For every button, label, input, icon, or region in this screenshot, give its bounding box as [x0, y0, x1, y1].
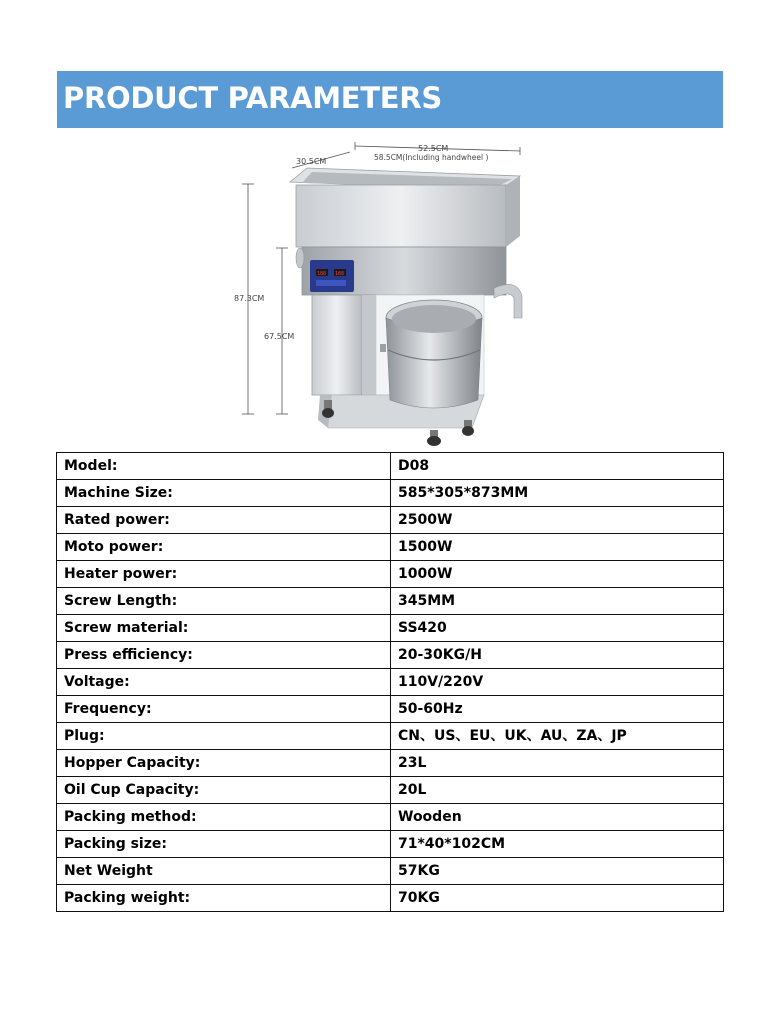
param-value: 110V/220V — [391, 669, 724, 696]
parameters-table — [56, 452, 724, 912]
param-value: 20L — [391, 777, 724, 804]
table-row — [57, 696, 724, 723]
table-row — [57, 453, 724, 480]
param-value: 71*40*102CM — [391, 831, 724, 858]
param-label: Model: — [57, 453, 391, 480]
param-value: CN、US、EU、UK、AU、ZA、JP — [391, 723, 724, 750]
param-label: Hopper Capacity: — [57, 750, 391, 777]
table-row — [57, 858, 724, 885]
svg-text:188: 188 — [317, 271, 327, 277]
dim-width-handwheel-label: 58.5CM(Including handwheel ) — [374, 153, 489, 162]
param-label: Voltage: — [57, 669, 391, 696]
hopper — [290, 168, 520, 247]
param-value: 23L — [391, 750, 724, 777]
svg-text:188: 188 — [335, 271, 345, 277]
dim-height-total-label: 87.3CM — [234, 294, 265, 303]
table-row — [57, 777, 724, 804]
dim-height-outlet-label: 67.5CM — [264, 332, 295, 341]
dim-depth-label: 30.5CM — [296, 157, 327, 166]
param-value: SS420 — [391, 615, 724, 642]
param-value: D08 — [391, 453, 724, 480]
machine-figure — [232, 138, 532, 450]
param-label: Screw material: — [57, 615, 391, 642]
param-label: Moto power: — [57, 534, 391, 561]
param-label: Plug: — [57, 723, 391, 750]
table-row — [57, 480, 724, 507]
table-row — [57, 588, 724, 615]
table-row — [57, 561, 724, 588]
param-value: Wooden — [391, 804, 724, 831]
table-row — [57, 507, 724, 534]
table-row — [57, 831, 724, 858]
param-value: 345MM — [391, 588, 724, 615]
param-label: Press efficiency: — [57, 642, 391, 669]
param-label: Rated power: — [57, 507, 391, 534]
table-row — [57, 723, 724, 750]
param-label: Net Weight — [57, 858, 391, 885]
param-label: Machine Size: — [57, 480, 391, 507]
page-title: PRODUCT PARAMETERS — [63, 81, 442, 115]
table-row — [57, 885, 724, 912]
param-label: Screw Length: — [57, 588, 391, 615]
param-value: 1500W — [391, 534, 724, 561]
table-row — [57, 750, 724, 777]
param-label: Packing weight: — [57, 885, 391, 912]
param-value: 585*305*873MM — [391, 480, 724, 507]
param-value: 57KG — [391, 858, 724, 885]
table-row — [57, 669, 724, 696]
param-value: 70KG — [391, 885, 724, 912]
dim-width-label: 52.5CM — [418, 144, 449, 153]
table-row — [57, 615, 724, 642]
table-row — [57, 534, 724, 561]
param-label: Frequency: — [57, 696, 391, 723]
header-banner — [57, 71, 723, 128]
param-value: 20-30KG/H — [391, 642, 724, 669]
param-value: 1000W — [391, 561, 724, 588]
oil-press-machine-image — [232, 138, 532, 450]
param-label: Packing method: — [57, 804, 391, 831]
table-row — [57, 804, 724, 831]
oil-bucket — [380, 300, 482, 408]
param-label: Oil Cup Capacity: — [57, 777, 391, 804]
param-value: 50-60Hz — [391, 696, 724, 723]
param-value: 2500W — [391, 507, 724, 534]
table-row — [57, 642, 724, 669]
param-label: Heater power: — [57, 561, 391, 588]
param-label: Packing size: — [57, 831, 391, 858]
